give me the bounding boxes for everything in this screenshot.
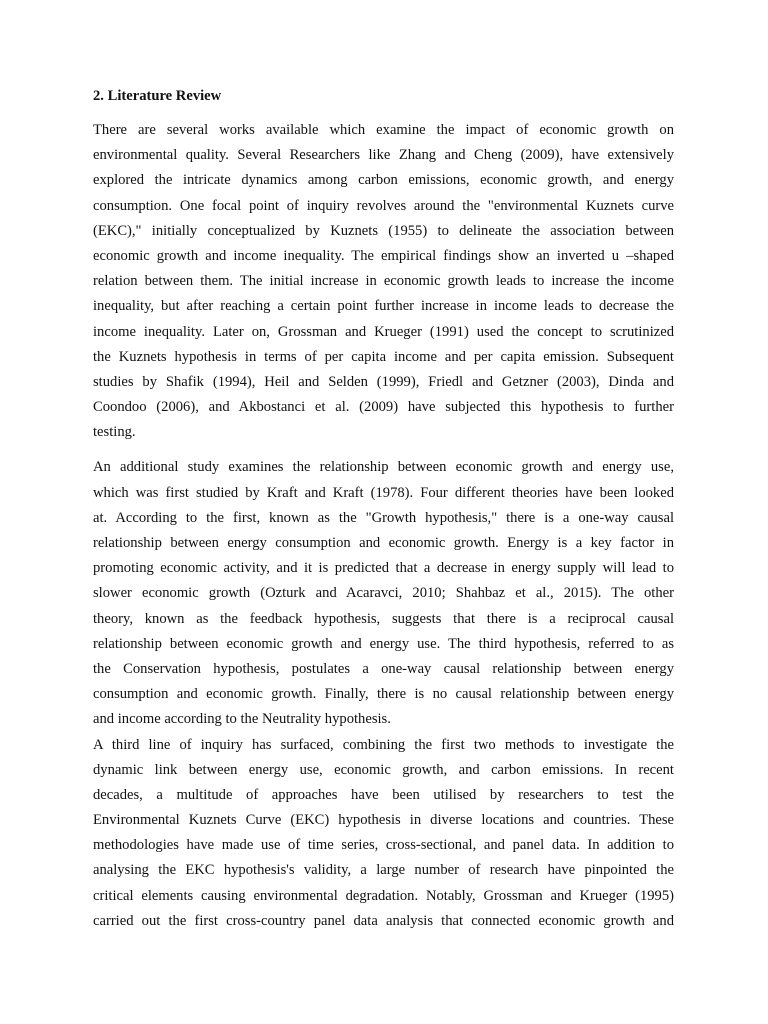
- document-page: [93, 84, 674, 934]
- paragraph-line: There are several works available which examine the impact of economic growth on: [93, 122, 674, 138]
- paragraph-line: which was first studied by Kraft and Kraft (1978). Four different theories have been looked: [93, 484, 674, 501]
- section-heading: 2. Literature Review: [93, 88, 222, 104]
- paragraph-line: economic growth and income inequality. The empirical findings show an inverted u –shaped: [93, 247, 674, 264]
- paragraph-line: dynamic link between energy use, economic growth, and carbon emissions. In recent: [93, 761, 674, 778]
- paragraph-line: at. According to the first, known as the "Growth hypothesis," there is a one-way causal: [93, 509, 674, 526]
- paragraph-line: the Conservation hypothesis, postulates a one-way causal relationship between energy: [93, 660, 674, 677]
- paragraph-line: relationship between economic growth and energy use. The third hypothesis, referred to as: [93, 635, 674, 652]
- paragraph-line: testing.: [93, 424, 136, 441]
- paragraph-line: A third line of inquiry has surfaced, combining the first two methods to investigate the: [93, 736, 674, 753]
- paragraph-line: relation between them. The initial increase in economic growth leads to increase the income: [93, 273, 674, 290]
- paragraph-line: carried out the first cross-country panel data analysis that connected economic growth and: [93, 912, 674, 929]
- paragraph-line: inequality, but after reaching a certain point further increase in income leads to decrease the: [93, 298, 674, 315]
- paragraph-line: consumption and economic growth. Finally, there is no causal relationship between energy: [93, 686, 674, 703]
- paragraph-line: relationship between energy consumption and economic growth. Energy is a key factor in: [93, 535, 674, 551]
- paragraph-line: Coondoo (2006), and Akbostanci et al. (2009) have subjected this hypothesis to further: [93, 399, 674, 416]
- paragraph-3: [93, 733, 674, 935]
- paragraph-2: [93, 455, 674, 732]
- paragraph-line: decades, a multitude of approaches have been utilised by researchers to test the: [93, 786, 674, 803]
- paragraph-line: the Kuznets hypothesis in terms of per capita income and per capita emission. Subsequent: [93, 348, 674, 365]
- paragraph-line: consumption. One focal point of inquiry revolves around the "environmental Kuznets curve: [93, 197, 674, 214]
- paragraph-line: theory, known as the feedback hypothesis, suggests that there is a reciprocal causal: [93, 610, 674, 627]
- paragraph-line: critical elements causing environmental degradation. Notably, Grossman and Krueger (1995): [93, 887, 674, 904]
- paragraph-line: and income according to the Neutrality hypothesis.: [93, 711, 391, 728]
- paragraph-line: An additional study examines the relationship between economic growth and energy use,: [93, 459, 674, 476]
- paragraph-line: studies by Shafik (1994), Heil and Selden (1999), Friedl and Getzner (2003), Dinda and: [93, 373, 674, 390]
- paragraph-line: analysing the EKC hypothesis's validity, a large number of research have pinpointed the: [93, 862, 674, 879]
- paragraph-line: environmental quality. Several Researchers like Zhang and Cheng (2009), have extensively: [93, 147, 674, 164]
- paragraph-line: explored the intricate dynamics among carbon emissions, economic growth, and energy: [93, 172, 674, 189]
- paragraph-line: income inequality. Later on, Grossman and Krueger (1991) used the concept to scrutinized: [93, 323, 674, 340]
- paragraph-line: Environmental Kuznets Curve (EKC) hypothesis in diverse locations and countries. These: [93, 812, 674, 829]
- paragraph-line: methodologies have made use of time series, cross-sectional, and panel data. In addition to: [93, 837, 674, 854]
- paragraph-line: slower economic growth (Ozturk and Acaravci, 2010; Shahbaz et al., 2015). The other: [93, 585, 674, 602]
- paragraph-line: (EKC)," initially conceptualized by Kuznets (1955) to delineate the association between: [93, 222, 674, 239]
- paragraph-line: promoting economic activity, and it is predicted that a decrease in energy supply will lead to: [93, 560, 674, 577]
- paragraph-1: [93, 118, 674, 445]
